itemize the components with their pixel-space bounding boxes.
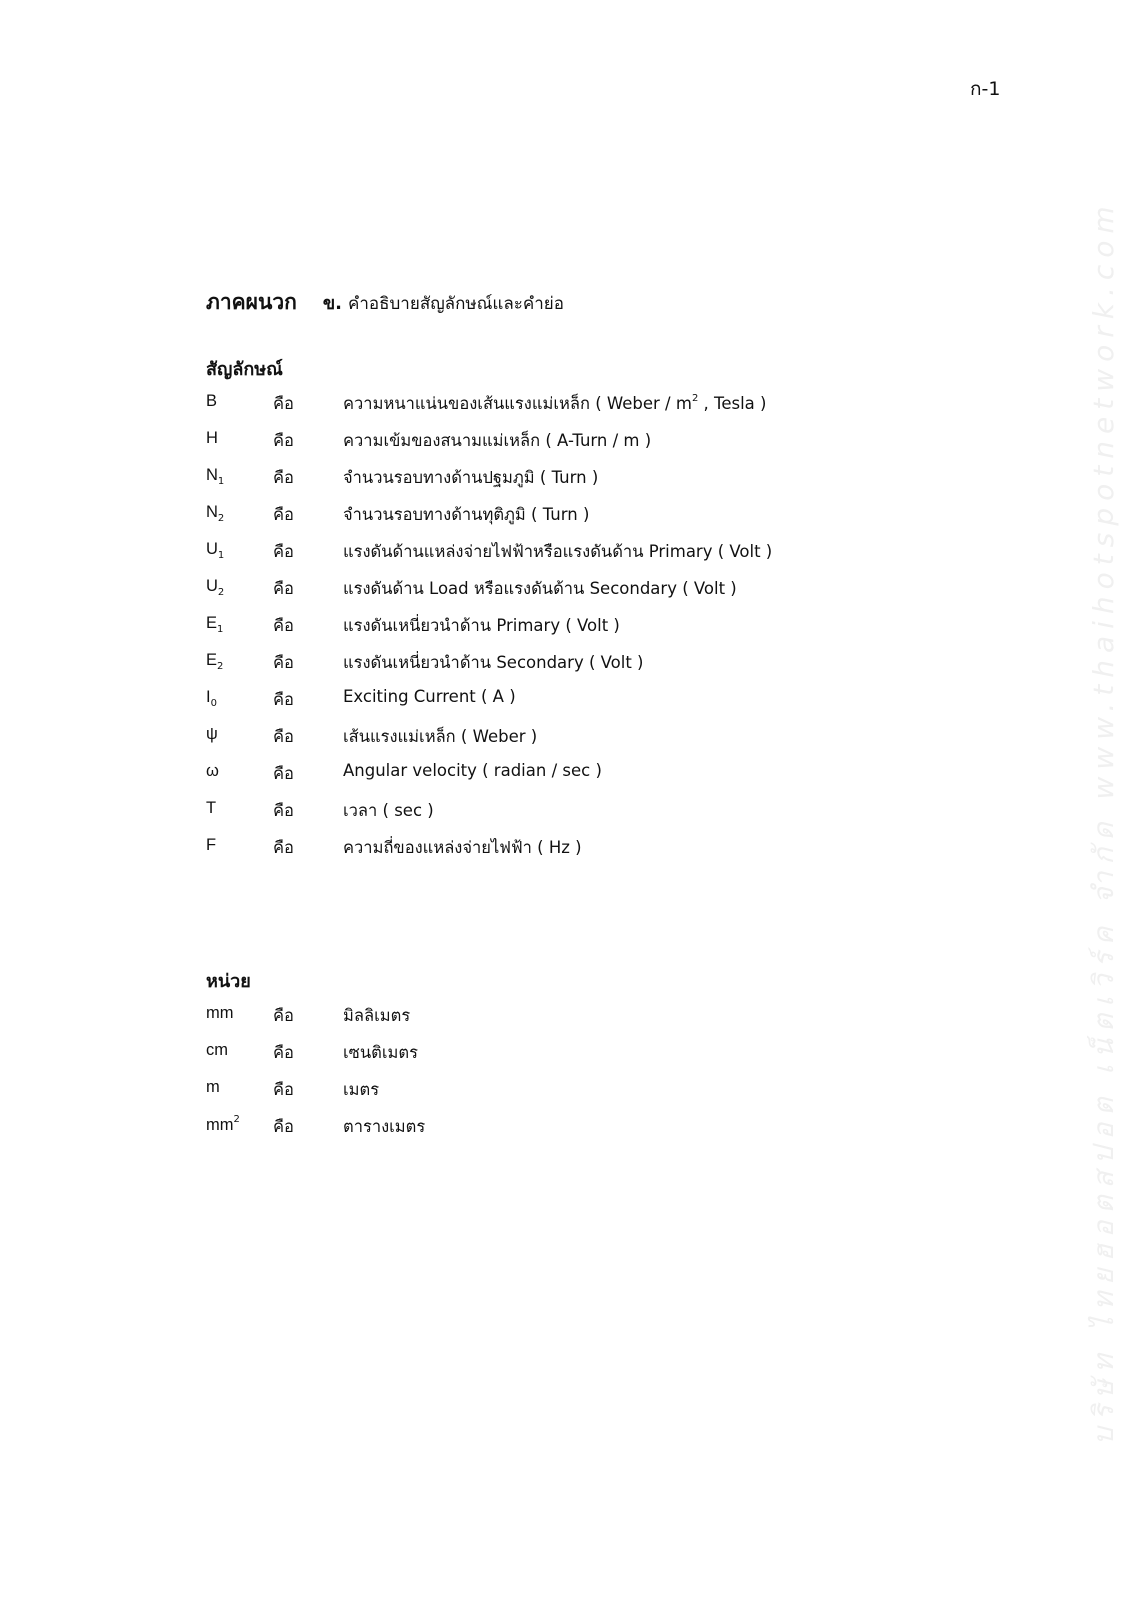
symbol-subscript: 1: [217, 624, 224, 635]
description-cell: [343, 1114, 425, 1140]
description: เมตร: [343, 1080, 380, 1099]
symbol-subscript: 0: [210, 698, 217, 709]
symbol: mm: [206, 1116, 234, 1134]
description-cell: [343, 1040, 418, 1066]
symbol-cell: [206, 761, 219, 781]
is-label: คือ: [273, 690, 294, 709]
is-label: คือ: [273, 468, 294, 487]
symbol-cell: [206, 1077, 220, 1097]
symbol: N: [206, 466, 218, 484]
description-cell: [343, 1077, 379, 1103]
symbol-subscript: 1: [217, 550, 225, 561]
appendix-title-text: คำอธิบายสัญลักษณ์และคำย่อ: [348, 294, 564, 314]
units-heading: หน่วย: [206, 971, 251, 992]
symbol: ω: [206, 762, 219, 780]
symbol-cell: [206, 576, 224, 598]
description-cell: [343, 428, 651, 454]
symbol-cell: [206, 613, 223, 635]
page-number: ก-1: [970, 78, 1001, 100]
symbol-superscript: 2: [233, 1114, 240, 1125]
description: ตารางเมตร: [343, 1117, 426, 1136]
is-label: คือ: [273, 1080, 294, 1099]
appendix-title: [206, 286, 564, 319]
symbol-subscript: 1: [217, 476, 225, 487]
appendix-label: ภาคผนวก: [206, 290, 297, 314]
symbol-cell: [206, 798, 216, 818]
symbol: T: [206, 799, 217, 817]
description: จำนวนรอบทางด้านปฐมภูมิ ( Turn ): [343, 468, 599, 487]
description: แรงดันเหนี่ยวนำด้าน Primary ( Volt ): [343, 616, 620, 635]
description: เซนติเมตร: [343, 1043, 418, 1062]
symbol: mm: [206, 1004, 234, 1022]
description-cell: [343, 650, 643, 676]
description-cell: [343, 391, 766, 417]
is-label: คือ: [273, 542, 294, 561]
symbol-cell: [206, 539, 224, 561]
is-label: คือ: [273, 579, 294, 598]
is-label: คือ: [273, 653, 294, 672]
symbol-subscript: 2: [217, 513, 225, 524]
symbol-cell: [206, 1003, 234, 1023]
is-label: คือ: [273, 616, 294, 635]
description-cell: [343, 761, 602, 780]
symbol: I: [206, 688, 211, 706]
symbol: E: [206, 614, 218, 632]
description-cell: [343, 835, 582, 861]
description: ความหนาแน่นของเส้นแรงแม่เหล็ก ( Weber / m: [343, 394, 692, 413]
symbol-cell: [206, 1040, 228, 1060]
symbol-cell: [206, 428, 218, 448]
symbol: U: [206, 540, 218, 558]
description-cell: [343, 502, 589, 528]
is-label: คือ: [273, 1043, 294, 1062]
symbol-cell: [206, 1114, 240, 1135]
symbol-cell: [206, 465, 224, 487]
description: เวลา ( sec ): [343, 801, 434, 820]
is-label: คือ: [273, 505, 294, 524]
description: จำนวนรอบทางด้านทุติภูมิ ( Turn ): [343, 505, 590, 524]
symbol-cell: [206, 650, 223, 672]
description-cell: [343, 465, 598, 491]
is-label: คือ: [273, 764, 294, 783]
description-cell: [343, 613, 620, 639]
symbol-subscript: 2: [217, 661, 224, 672]
symbol-cell: [206, 502, 224, 524]
description-cell: [343, 687, 516, 706]
symbol: U: [206, 577, 218, 595]
is-label: คือ: [273, 838, 294, 857]
description: แรงดันด้าน Load หรือแรงดันด้าน Secondary ( Volt ): [343, 579, 737, 598]
symbol: B: [206, 392, 218, 410]
description: แรงดันเหนี่ยวนำด้าน Secondary ( Volt ): [343, 653, 644, 672]
is-label: คือ: [273, 394, 294, 413]
description-superscript: 2: [691, 393, 699, 404]
symbol-subscript: 2: [217, 587, 225, 598]
description: แรงดันด้านแหล่งจ่ายไฟฟ้าหรือแรงดันด้าน Primary ( Volt ): [343, 542, 773, 561]
symbol: ψ: [206, 725, 218, 743]
description: Exciting Current ( A ): [343, 687, 516, 706]
description: ความเข้มของสนามแม่เหล็ก ( A-Turn / m ): [343, 431, 652, 450]
is-label: คือ: [273, 431, 294, 450]
description: ความถี่ของแหล่งจ่ายไฟฟ้า ( Hz ): [343, 838, 582, 857]
description-cell: [343, 576, 737, 602]
symbol-cell: [206, 391, 217, 411]
is-label: คือ: [273, 801, 294, 820]
symbol-cell: [206, 687, 217, 709]
description-cell: [343, 724, 537, 750]
description-cell: [343, 798, 434, 824]
description-cell: [343, 539, 772, 565]
symbol-cell: [206, 724, 218, 744]
symbol: cm: [206, 1041, 228, 1059]
description: มิลลิเมตร: [343, 1006, 411, 1025]
symbol: F: [206, 836, 217, 854]
description-tail: , Tesla ): [698, 394, 767, 413]
description: เส้นแรงแม่เหล็ก ( Weber ): [343, 727, 538, 746]
is-label: คือ: [273, 1117, 294, 1136]
symbol: m: [206, 1078, 220, 1096]
is-label: คือ: [273, 727, 294, 746]
symbol: E: [206, 651, 218, 669]
watermark-text: บริษัท ไทยฮอตสปอต เน็ตเวิร์ค จำกัด www.thaihotspotnetwork.com: [1087, 199, 1120, 1445]
symbols-heading: สัญลักษณ์: [206, 359, 283, 380]
description: Angular velocity ( radian / sec ): [343, 761, 602, 780]
is-label: คือ: [273, 1006, 294, 1025]
description-cell: [343, 1003, 410, 1029]
symbol: N: [206, 503, 218, 521]
symbol-cell: [206, 835, 216, 855]
appendix-letter: ข.: [322, 293, 343, 314]
symbol: H: [206, 429, 218, 447]
